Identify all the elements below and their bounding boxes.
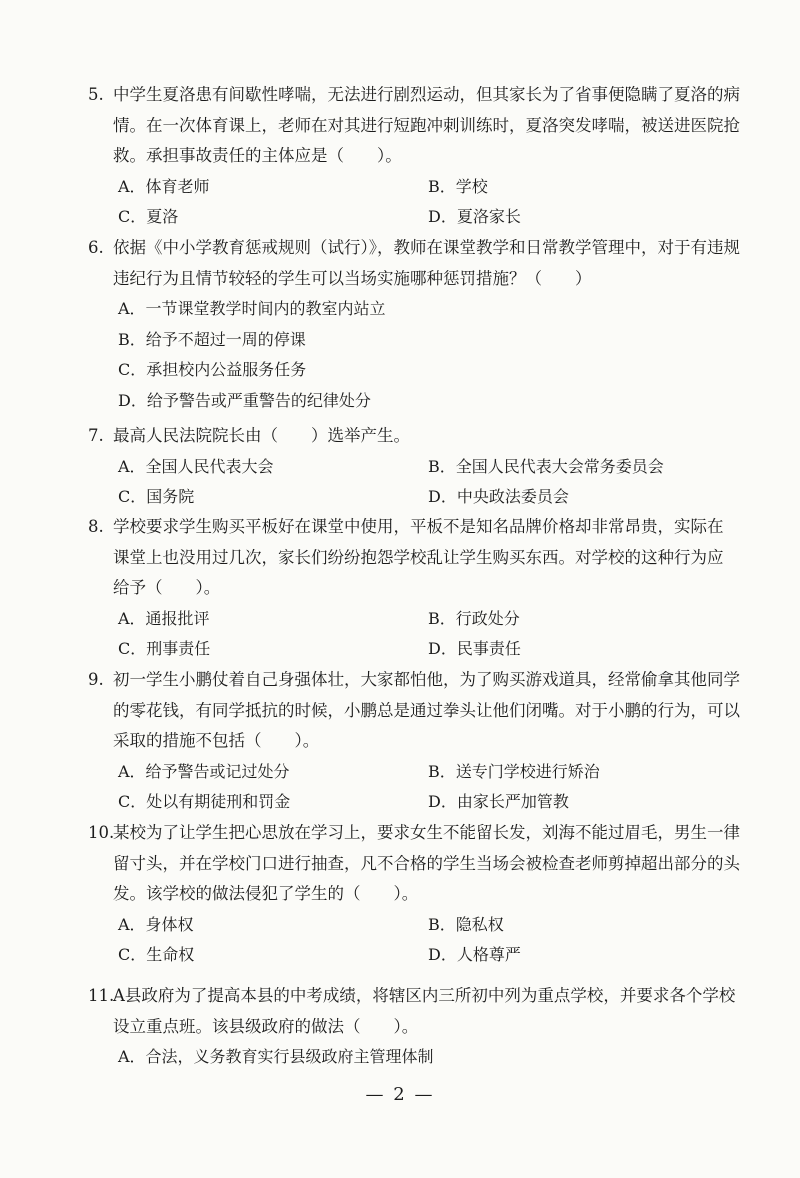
options bbox=[88, 1042, 760, 1073]
option-c: C．国务院 bbox=[118, 487, 195, 506]
stem-line: 给予（ ）。 bbox=[113, 578, 221, 597]
option-c: C．刑事责任 bbox=[118, 639, 211, 658]
question-9 bbox=[88, 665, 760, 818]
stem-line: 设立重点班。该县级政府的做法（ ）。 bbox=[113, 1016, 419, 1036]
option-b: B．行政处分 bbox=[428, 608, 520, 628]
question-number: 11. bbox=[88, 986, 115, 1005]
question-stem bbox=[88, 981, 760, 1012]
option-d: D．中央政法委员会 bbox=[428, 487, 569, 506]
option-d: D．人格尊严 bbox=[428, 945, 521, 964]
stem-line: A县政府为了提高本县的中考成绩，将辖区内三所初中列为重点学校，并要求各个学校 bbox=[113, 986, 736, 1005]
question-stem bbox=[88, 512, 760, 543]
question-stem bbox=[88, 233, 760, 264]
options bbox=[88, 452, 760, 513]
stem-line: 情。在一次体育课上，老师在对其进行短跑冲刺训练时，夏洛突发哮喘，被送进医院抢 bbox=[113, 115, 740, 135]
option-a: A．通报批评 bbox=[118, 608, 210, 628]
question-6 bbox=[88, 233, 760, 416]
option-b: B．隐私权 bbox=[428, 914, 504, 934]
option-c: C．承担校内公益服务任务 bbox=[118, 360, 307, 379]
options bbox=[88, 604, 760, 665]
question-number: 6. bbox=[88, 238, 104, 257]
stem-line: 依据《中小学教育惩戒规则（试行）》，教师在课堂教学和日常教学管理中，对于有违规 bbox=[113, 238, 740, 257]
question-7 bbox=[88, 421, 760, 513]
question-number: 7. bbox=[88, 426, 104, 445]
page-number: — 2 — bbox=[365, 1084, 435, 1105]
option-b: B．学校 bbox=[428, 176, 488, 196]
stem-line: 发。该学校的做法侵犯了学生的（ ）。 bbox=[113, 884, 419, 903]
stem-line: 中学生夏洛患有间歇性哮喘，无法进行剧烈运动，但其家长为了省事便隐瞒了夏洛的病 bbox=[113, 85, 740, 104]
stem-line: 救。承担事故责任的主体应是（ ）。 bbox=[113, 146, 402, 165]
option-b: B．全国人民代表大会常务委员会 bbox=[428, 456, 664, 476]
option-c: C．夏洛 bbox=[118, 207, 179, 226]
stem-line: 初一学生小鹏仗着自己身强体壮，大家都怕他，为了购买游戏道具，经常偷拿其他同学 bbox=[113, 670, 740, 689]
stem-line: 留寸头，并在学校门口进行抽查，凡不合格的学生当场会被检查老师剪掉超出部分的头 bbox=[113, 853, 740, 873]
option-a: A．全国人民代表大会 bbox=[118, 456, 274, 476]
question-10 bbox=[88, 818, 760, 971]
option-b: B．给予不超过一周的停课 bbox=[118, 329, 306, 349]
option-a: A．身体权 bbox=[118, 914, 194, 934]
option-d: D．由家长严加管教 bbox=[428, 792, 569, 811]
question-number: 10. bbox=[88, 823, 115, 842]
option-c: C．生命权 bbox=[118, 945, 195, 964]
question-8 bbox=[88, 512, 760, 665]
stem-line: 最高人民法院院长由（ ）选举产生。 bbox=[113, 426, 410, 445]
stem-line: 学校要求学生购买平板好在课堂中使用，平板不是知名品牌价格却非常昂贵，实际在 bbox=[113, 517, 724, 536]
options bbox=[88, 172, 760, 233]
options bbox=[88, 757, 760, 818]
stem-line: 采取的措施不包括（ ）。 bbox=[113, 731, 320, 750]
question-stem bbox=[88, 421, 760, 452]
stem-line: 的零花钱，有同学抵抗的时候，小鹏总是通过拳头让他们闭嘴。对于小鹏的行为，可以 bbox=[113, 700, 740, 720]
question-number: 5. bbox=[88, 85, 104, 104]
question-5 bbox=[88, 80, 760, 233]
option-a: A．给予警告或记过处分 bbox=[118, 761, 290, 781]
question-number: 9. bbox=[88, 670, 104, 689]
options bbox=[88, 294, 760, 416]
option-a: A．一节课堂教学时间内的教室内站立 bbox=[118, 299, 386, 318]
option-a: A．合法，义务教育实行县级政府主管理体制 bbox=[118, 1047, 434, 1066]
stem-line: 某校为了让学生把心思放在学习上，要求女生不能留长发，刘海不能过眉毛，男生一律 bbox=[113, 823, 740, 842]
question-11 bbox=[88, 981, 760, 1073]
stem-line: 违纪行为且情节较轻的学生可以当场实施哪种惩罚措施？（ ） bbox=[113, 268, 592, 288]
option-c: C．处以有期徒刑和罚金 bbox=[118, 792, 291, 811]
option-a: A．体育老师 bbox=[118, 176, 210, 196]
option-d: D．给予警告或严重警告的纪律处分 bbox=[118, 390, 371, 410]
options bbox=[88, 910, 760, 971]
stem-line: 课堂上也没用过几次，家长们纷纷抱怨学校乱让学生购买东西。对学校的这种行为应 bbox=[113, 547, 724, 567]
option-d: D．民事责任 bbox=[428, 639, 521, 658]
question-number: 8. bbox=[88, 517, 104, 536]
question-stem bbox=[88, 818, 760, 849]
question-stem bbox=[88, 80, 760, 111]
option-d: D．夏洛家长 bbox=[428, 207, 521, 226]
option-b: B．送专门学校进行矫治 bbox=[428, 761, 600, 781]
question-stem bbox=[88, 665, 760, 696]
